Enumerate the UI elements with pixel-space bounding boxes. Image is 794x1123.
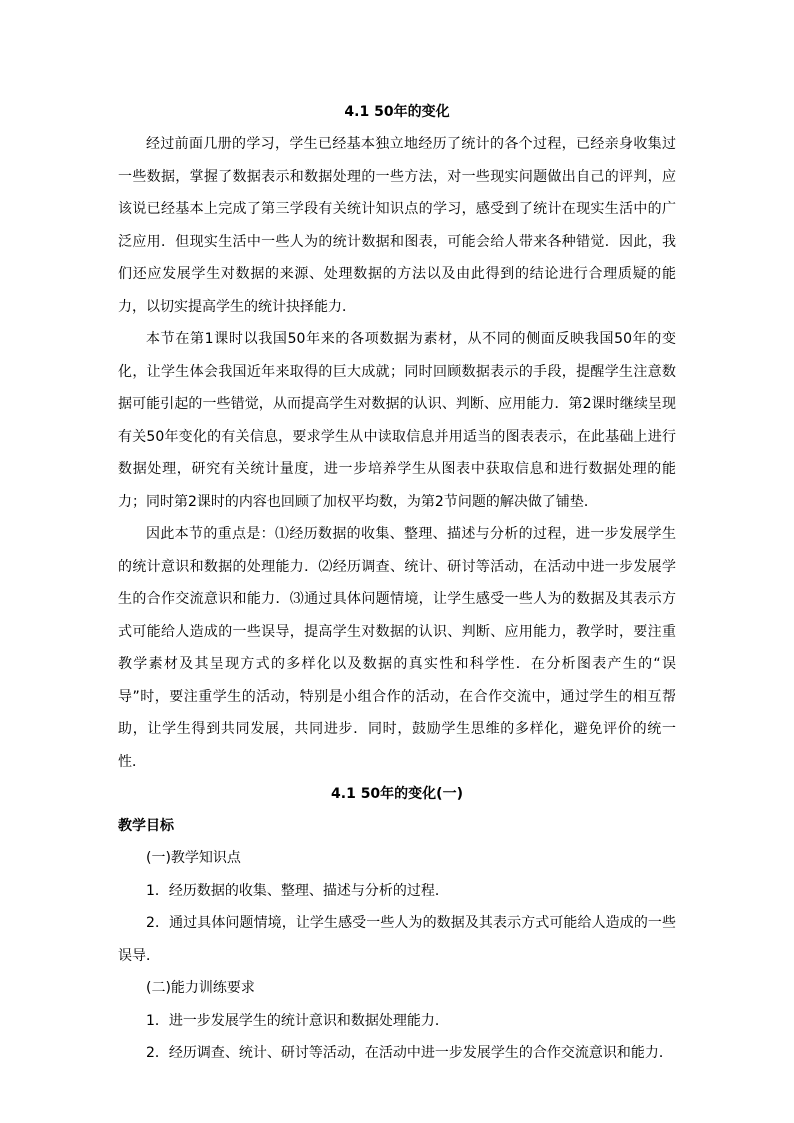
- ability-item-2: 2．经历调查、统计、研讨等活动，在活动中进一步发展学生的合作交流意识和能力．: [146, 1045, 673, 1061]
- subsection-title-knowledge: (一)教学知识点: [146, 850, 241, 866]
- section-heading-objectives: 教学目标: [118, 818, 174, 834]
- document-page: [118, 96, 676, 1070]
- knowledge-item-1: 1．经历数据的收集、整理、描述与分析的过程．: [146, 882, 449, 899]
- document-title: 4.1 50年的变化: [344, 104, 450, 120]
- lesson-subtitle: 4.1 50年的变化(一): [331, 786, 463, 802]
- intro-paragraph-2: 本节在第1课时以我国50年来的各项数据为素材，从不同的侧面反映我国50年的变化，让学生体会我国近年来取得的巨大成就；同时回顾数据表示的手段，提醒学生注意数据可能引起的一些错觉，从而提高学生对数据的认识、判断、应用能力．第2课时继续呈现有关50年变化的有关信息，要求学生从中读取信息并用适当的图表表示，在此基础上进行数据处理，研究有关统计量度，进一步培养学生从图表中获取信息和进行数据处理的能力；同时第2课时的内容也回顾了加权平均数，为第2节问题的解决做了铺垫．: [118, 331, 676, 510]
- intro-paragraph-1: 经过前面几册的学习，学生已经基本独立地经历了统计的各个过程，已经亲身收集过一些数据，掌握了数据表示和数据处理的一些方法，对一些现实问题做出自己的评判，应该说已经基本上完成了第三学段有关统计知识点的学习，感受到了统计在现实生活中的广泛应用．但现实生活中一些人为的统计数据和图表，可能会给人带来各种错觉．因此，我们还应发展学生对数据的来源、处理数据的方法以及由此得到的结论进行合理质疑的能力，以切实提高学生的统计抉择能力．: [118, 136, 676, 315]
- knowledge-item-2: 2．通过具体问题情境，让学生感受一些人为的数据及其表示方式可能给人造成的一些误导．: [118, 915, 676, 964]
- ability-item-1: 1．进一步发展学生的统计意识和数据处理能力．: [146, 1012, 449, 1029]
- subsection-title-ability: (二)能力训练要求: [146, 980, 255, 996]
- intro-paragraph-3: 因此本节的重点是：⑴经历数据的收集、整理、描述与分析的过程，进一步发展学生的统计意识和数据的处理能力．⑵经历调查、统计、研讨等活动，在活动中进一步发展学生的合作交流意识和能力．⑶通过具体问题情境，让学生感受一些人为的数据及其表示方式可能给人造成的一些误导，提高学生对数据的认识、判断、应用能力，教学时，要注重教学素材及其呈现方式的多样化以及数据的真实性和科学性．在分析图表产生的“误导”时，要注重学生的活动，特别是小组合作的活动，在合作交流中，通过学生的相互帮助，让学生得到共同发展，共同进步．同时，鼓励学生思维的多样化，避免评价的统一性．: [118, 526, 676, 770]
